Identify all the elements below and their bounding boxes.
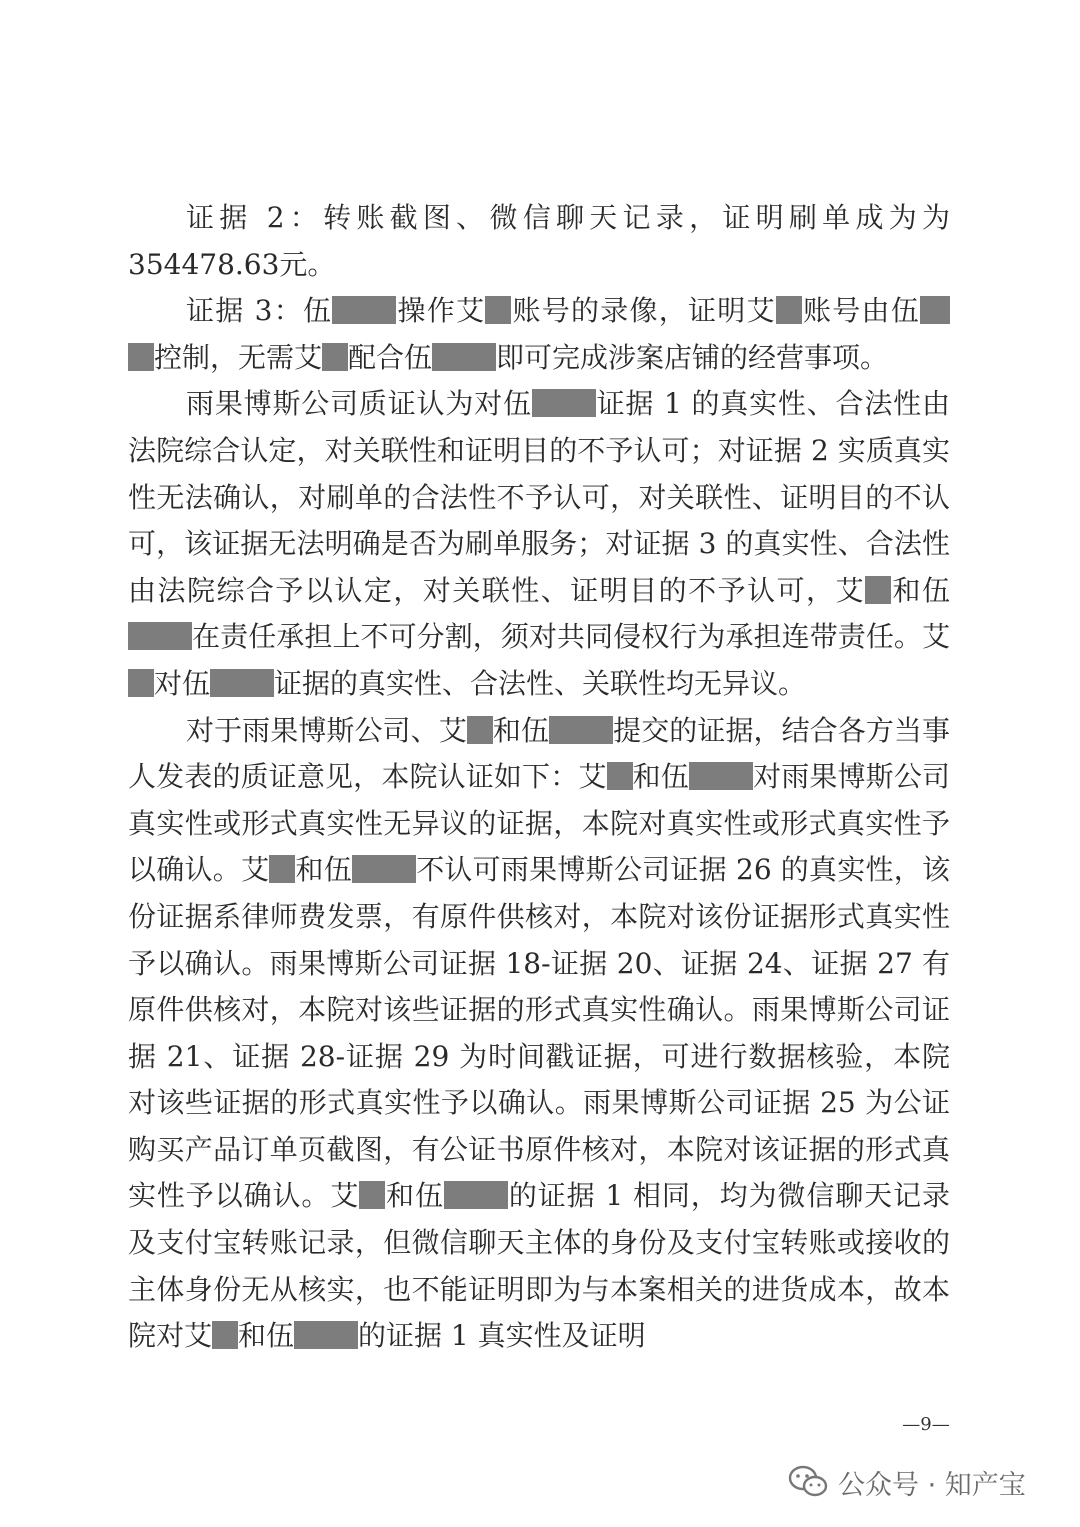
paragraph-text: 和伍 [238,1319,295,1353]
wechat-watermark [788,1462,1026,1502]
paragraph-text: 证据的真实性、合法性、关联性均无异议。 [274,666,807,700]
redaction-block [322,343,348,371]
paragraph-text: 控制，无需艾 [154,340,323,374]
body-paragraph [128,195,950,288]
redaction-block [432,343,496,371]
watermark-text: 公众号 · 知产宝 [838,1469,1026,1501]
paragraph-text: 雨果博斯公司质证认为对伍 [186,387,532,421]
redaction-block [359,1181,385,1209]
redaction-block [776,296,802,324]
redaction-block [269,855,295,883]
redaction-block [128,622,192,650]
paragraph-text: 账号的录像，证明艾 [511,294,776,328]
paragraph-text: 证据 1 的真实性、合法性由法院综合认定，对关联性和证明目的不予认可；对证据 2 实质真实性无法确认，对刷单的合法性不予认可，对关联性、证明目的不认可，该证据无法明确是否为刷单服务；对证据 3 的真实性、合法性由法院综合予以认定，对关联性、证明目的不予认可，艾 [128,387,950,607]
redaction-block [549,716,613,744]
redaction-block [920,296,950,324]
redaction-block [128,343,154,371]
body-paragraph [128,708,950,1360]
redaction-block [444,1181,508,1209]
body-paragraph [128,381,950,707]
paragraph-text: 账号由伍 [801,294,920,328]
redaction-block [212,1321,238,1349]
redaction-block [689,762,753,790]
redaction-block [485,296,511,324]
paragraph-text: 不认可雨果博斯公司证据 26 的真实性，该份证据系律师费发票，有原件供核对，本院对该份证据形式真实性予以确认。雨果博斯公司证据 18-证据 20、证据 24、证据 27 有原件供核对，本院对该些证据的形式真实性确认。雨果博斯公司证据 21、证据 28-证据 29 为时间戳证据，可进行数据核验，本院对该些证据的形式真实性予以确认。雨果博斯公司证据 25 为公证购买产品订单页截图，有公证书原件核对，本院对该证据的形式真实性予以确认。艾 [128,853,950,1213]
redaction-block [332,296,396,324]
redaction-block [467,716,493,744]
paragraph-text: 对伍 [154,666,211,700]
paragraph-text: 和伍 [492,713,550,747]
redaction-block [128,669,154,697]
redaction-block [210,669,274,697]
redaction-block [294,1321,358,1349]
paragraph-text: 提交的证据，结合各方当事人发表的质证意见，本院认证如下：艾 [128,713,950,794]
paragraph-text: 和伍 [891,573,950,607]
paragraph-text: 和伍 [295,853,352,887]
wechat-icon [788,1465,828,1499]
redaction-block [865,576,891,604]
paragraph-text: 和伍 [632,760,689,794]
redaction-block [352,855,416,883]
paragraph-text: 对雨果博斯公司真实性或形式真实性无异议的证据，本院对真实性或形式真实性予以确认。艾 [128,760,950,887]
paragraph-text: 配合伍 [348,340,433,374]
paragraph-text: 证据 3：伍 [186,294,333,328]
paragraph-text: 在责任承担上不可分割，须对共同侵权行为承担连带责任。艾 [192,620,950,654]
document-body [128,195,950,1360]
paragraph-text: 对于雨果博斯公司、艾 [186,713,467,747]
redaction-block [607,762,633,790]
paragraph-text: 证据 2：转账截图、微信聊天记录，证明刷单成为为354478.63元。 [128,201,950,281]
paragraph-text: 的证据 1 真实性及证明 [358,1319,646,1353]
paragraph-text: 操作艾 [396,294,486,328]
page-number: —9— [902,1414,950,1435]
paragraph-text: 和伍 [385,1179,444,1213]
body-paragraph [128,288,950,381]
paragraph-text: 即可完成涉案店铺的经营事项。 [496,340,889,374]
paragraph-text: 的证据 1 相同，均为微信聊天记录及支付宝转账记录，但微信聊天主体的身份及支付宝转账或接收的主体身份无从核实，也不能证明即为与本案相关的进货成本，故本院对艾 [128,1179,950,1353]
redaction-block [532,389,596,417]
